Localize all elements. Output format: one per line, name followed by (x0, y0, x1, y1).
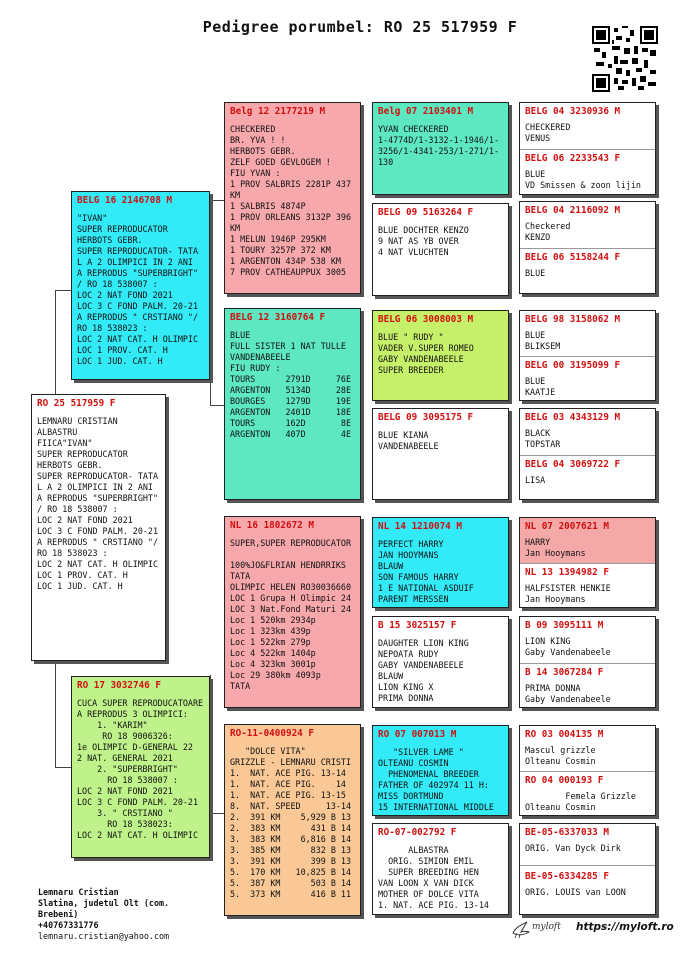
ring-number: BELG 06 5158244 F (525, 252, 621, 263)
ggg-dam[interactable] (520, 772, 655, 816)
pigeon-details: CHECKERED VENUS (525, 122, 571, 143)
pigeon-details: CUCA SUPER REPRODUCATOARE A REPRODUS 3 OLIMPICI: 1. "KARIM" RO 18 9006326: 1e OLIMPIC D-GENERAL 22 2 NAT. GENERAL 2021 2. "SUPERBRIGHT" RO 18 538007 : LOC 2 NAT FOND 2021 LOC 3 C FOND PALM. 20-21 3. " CRSTIANO " RO 18 538023: LOC 2 NAT CAT. H OLIMPIC (77, 698, 204, 840)
mother-card[interactable] (71, 676, 210, 858)
ring-number: B 09 3095111 M (525, 620, 604, 631)
ring-number: RO-11-0400924 F (230, 728, 314, 739)
ring-number: BELG 12 3160764 F (230, 312, 326, 323)
ggg-pair-card[interactable] (519, 725, 656, 816)
pigeon-details: Femela Grizzle Olteanu Cosmin (525, 791, 636, 812)
great-grandparent-card[interactable] (372, 823, 509, 915)
great-grandparent-card[interactable] (372, 517, 509, 608)
ggg-sire[interactable] (520, 311, 655, 356)
great-grandparent-card[interactable] (372, 408, 509, 500)
ggg-pair-card[interactable] (519, 517, 656, 608)
pigeon-details: BLACK TOPSTAR (525, 428, 561, 449)
ggg-dam[interactable] (520, 357, 655, 401)
connector-line (55, 676, 56, 767)
ring-number: BELG 06 2233543 F (525, 153, 621, 164)
pigeon-details: BLUE BLIKSEM (525, 330, 561, 351)
ring-number: B 15 3025157 F (378, 620, 457, 631)
pigeon-details: "SILVER LAME " OLTEANU COSMIN PHENOMENAL BREEDER FATHER OF 402974 11 H: MISS DORTMUND 15 INTERNATIONAL MIDDLE (378, 747, 494, 812)
pigeon-details: BLUE " RUDY " VADER V.SUPER ROMEO GABY VANDENABEELE SUPER BREEDER (378, 332, 474, 375)
ring-number: BELG 09 5163264 F (378, 207, 474, 218)
connector-line (210, 200, 211, 405)
ring-number: BELG 98 3158062 M (525, 314, 621, 325)
owner-name: Lemnaru Cristian (38, 887, 119, 897)
ring-number: BE-05-6334285 F (525, 871, 609, 882)
ggg-pair-card[interactable] (519, 408, 656, 500)
owner-address: Slatina, judetul Olt (com. Brebeni) (38, 898, 175, 919)
connector-line (55, 660, 56, 676)
qr-code (592, 26, 658, 92)
pigeon-details: "IVAN" SUPER REPRODUCATOR HERBOTS GEBR. SUPER REPRODUCATOR- TATA L A 2 OLIMPICI IN 2 ANI A REPRODUS "SUPERBRIGHT" / RO 18 538007 : LOC 2 NAT FOND 2021 LOC 3 C FOND PALM. 20-21 A REPRODUS " CRSTIANO "/ RO 18 538023 : LOC 2 NAT CAT. H OLIMPIC LOC 1 PROV. CAT. H LOC 1 JUD. CAT. H (77, 213, 199, 366)
ring-number: BELG 00 3195099 F (525, 360, 621, 371)
pigeon-details: PRIMA DONNA Gaby Vandenabeele (525, 683, 611, 704)
connector-line (210, 813, 224, 814)
ggg-dam[interactable] (520, 456, 655, 500)
ggg-dam[interactable] (520, 150, 655, 195)
pigeon-details: BLUE KIANA VANDENABEELE (378, 430, 439, 451)
ggg-dam[interactable] (520, 664, 655, 708)
ggg-sire[interactable] (520, 202, 655, 248)
pigeon-details: BLUE VD Smissen & zoon lijin (525, 169, 641, 190)
ring-number: BELG 16 2146708 M (77, 195, 173, 206)
ring-number: Belg 07 2103401 M (378, 106, 474, 117)
pigeon-details: PERFECT HARRY JAN HOOYMANS BLAUW SON FAMOUS HARRY 1 E NATIONAL ASDUIF PARENT MERSSEN (378, 539, 474, 604)
ggg-pair-card[interactable] (519, 310, 656, 401)
ring-number: RO 03 004135 M (525, 729, 604, 740)
connector-line (55, 290, 56, 394)
pigeon-details: CHECKERED BR. YVA ! ! HERBOTS GEBR. ZELF GOED GEVLOGEM ! FIU YVAN : 1 PROV SALBRIS 2281P 437 KM 1 SALBRIS 4874P 1 PROV ORLEANS 3132P 396 KM 1 MELUN 1946P 295KM 1 TOURY 3257P 372 KM 1 ARGENTON 434P 538 KM 7 PROV CATHEAUPPUX 3005 (230, 124, 352, 277)
great-grandparent-card[interactable] (372, 102, 509, 195)
ggg-sire[interactable] (520, 617, 655, 663)
connector-line (210, 200, 224, 201)
pigeon-details: BLUE DOCHTER KENZO 9 NAT AS YB OVER 4 NAT VLUCHTEN (378, 225, 469, 257)
ggg-dam[interactable] (520, 564, 655, 608)
subject-card[interactable] (31, 394, 166, 661)
pigeon-details: SUPER,SUPER REPRODUCATOR 100%JO&FLRIAN HENDRRIKS TATA OLIMPIC HELEN RO30036660 LOC 1 Grupa H Olimpic 24 LOC 3 Nat.Fond Maturi 24 Loc 1 520km 2934p Loc 1 323km 439p Loc 1 522km 279p Loc 4 522km 1404p Loc 4 323km 3001p Loc 29 380km 4093p TATA (230, 538, 352, 691)
owner-email[interactable]: lemnaru.cristian@yahoo.com (38, 931, 170, 941)
granddam-maternal-card[interactable] (224, 724, 361, 916)
site-url-link[interactable]: https://myloft.ro (576, 921, 674, 933)
ggg-pair-card[interactable] (519, 201, 656, 294)
ggg-sire[interactable] (520, 103, 655, 149)
ring-number: RO 07 007013 M (378, 729, 457, 740)
connector-line (210, 675, 211, 813)
grandsire-paternal-card[interactable] (224, 102, 361, 294)
ring-number: RO 17 3032746 F (77, 680, 161, 691)
ggg-pair-card[interactable] (519, 102, 656, 195)
logo-text: myloft (532, 922, 561, 932)
ring-number: NL 14 1210074 M (378, 521, 462, 532)
ring-number: B 14 3067284 F (525, 667, 604, 678)
pigeon-details: LISA (525, 475, 546, 485)
owner-phone: +40767331776 (38, 920, 99, 930)
page-title: Pedigree porumbel: RO 25 517959 F (202, 18, 518, 36)
father-card[interactable] (71, 191, 210, 380)
ring-number: BE-05-6337033 M (525, 827, 609, 838)
pigeon-details: BLUE FULL SISTER 1 NAT TULLE VANDENABEELE FIU RUDY : TOURS 2791D 76E ARGENTON 5134D 28E BOURGES 1279D 19E ARGENTON 2401D 18E TOURS 162D 8E ARGENTON 407D 4E (230, 330, 352, 439)
pigeon-details: Mascul grizzle Olteanu Cosmin (525, 745, 596, 766)
pigeon-details: HARRY Jan Hooymans (525, 537, 586, 558)
pigeon-details: LEMNARU CRISTIAN ALBASTRU FIICA"IVAN" SUPER REPRODUCATOR HERBOTS GEBR. SUPER REPRODUCATOR- TATA L A 2 OLIMPICI IN 2 ANI A REPRODUS "SUPERBRIGHT" / RO 18 538007 : LOC 2 NAT FOND 2021 LOC 3 C FOND PALM. 20-21 A REPRODUS " CRSTIANO "/ RO 18 538023 : LOC 2 NAT CAT. H OLIMPIC LOC 1 PROV. CAT. H LOC 1 JUD. CAT. H (37, 416, 159, 591)
ring-number: RO-07-002792 F (378, 827, 457, 838)
connector-line (210, 405, 224, 406)
pigeon-details: BLUE (525, 268, 546, 278)
pigeon-details: ALBASTRA ORIG. SIMION EMIL SUPER BREEDING HEN VAN LOON X VAN DICK MOTHER OF DOLCE VITA 1. NAT. ACE PIG. 13-14 (378, 845, 489, 910)
ggg-sire[interactable] (520, 824, 655, 864)
ring-number: BELG 04 2116092 M (525, 205, 621, 216)
pigeon-details: ORIG. LOUIS van LOON (525, 887, 626, 897)
pigeon-details: Checkered KENZO (525, 221, 571, 242)
pigeon-details: DAUGHTER LION KING NEPOATA RUDY GABY VANDENABEELE BLAUW LION KING X PRIMA DONNA (378, 638, 469, 703)
ggg-dam[interactable] (520, 249, 655, 294)
connector-line (55, 767, 71, 768)
great-grandparent-card[interactable] (372, 203, 509, 296)
pigeon-details: LION KING Gaby Vandenabeele (525, 636, 611, 657)
pigeon-details: YVAN CHECKERED 1-4774D/1-3132-1-1946/1-3256/1-4341-253/1-271/1-130 (378, 124, 500, 167)
pigeon-details: HALFSISTER HENKIE Jan Hooymans (525, 583, 611, 604)
ggg-sire[interactable] (520, 518, 655, 563)
ggg-sire[interactable] (520, 726, 655, 771)
ring-number: NL 16 1802672 M (230, 520, 314, 531)
pigeon-details: ORIG. Van Dyck Dirk (525, 843, 621, 853)
great-grandparent-card[interactable] (372, 616, 509, 708)
ring-number: RO 04 000193 F (525, 775, 604, 786)
ring-number: BELG 09 3095175 F (378, 412, 474, 423)
ring-number: RO 25 517959 F (37, 398, 116, 409)
divider (520, 865, 655, 866)
ggg-dam[interactable] (520, 868, 655, 915)
ring-number: BELG 04 3069722 F (525, 459, 621, 470)
pigeon-details: "DOLCE VITA" GRIZZLE - LEMNARU CRISTI 1. NAT. ACE PIG. 13-14 1. NAT. ACE PIG. 14 1. NAT. ACE PIG. 13-15 8. NAT. SPEED 13-14 2. 391 KM 5,929 B 13 2. 383 KM 431 B 14 3. 383 KM 6,816 B 14 3. 385 KM 832 B 13 3. 391 KM 399 B 13 5. 170 KM 10,825 B 14 5. 387 KM 503 B 14 5. 373 KM 416 B 11 (230, 746, 352, 899)
great-grandparent-card[interactable] (372, 725, 509, 816)
pigeon-details: BLUE KAATJE (525, 376, 556, 397)
ring-number: BELG 06 3008003 M (378, 314, 474, 325)
ring-number: Belg 12 2177219 M (230, 106, 326, 117)
owner-info (38, 887, 188, 942)
ring-number: BELG 04 3230936 M (525, 106, 621, 117)
ggg-pair-card[interactable] (519, 823, 656, 915)
grandsire-maternal-card[interactable] (224, 516, 361, 708)
ring-number: NL 13 1394982 F (525, 567, 609, 578)
granddam-paternal-card[interactable] (224, 308, 361, 500)
ring-number: BELG 03 4343129 M (525, 412, 621, 423)
ggg-sire[interactable] (520, 409, 655, 455)
connector-line (55, 290, 71, 291)
myloft-logo (510, 918, 570, 940)
great-grandparent-card[interactable] (372, 310, 509, 401)
ggg-pair-card[interactable] (519, 616, 656, 708)
pigeon-icon (510, 918, 532, 940)
ring-number: NL 07 2007621 M (525, 521, 609, 532)
